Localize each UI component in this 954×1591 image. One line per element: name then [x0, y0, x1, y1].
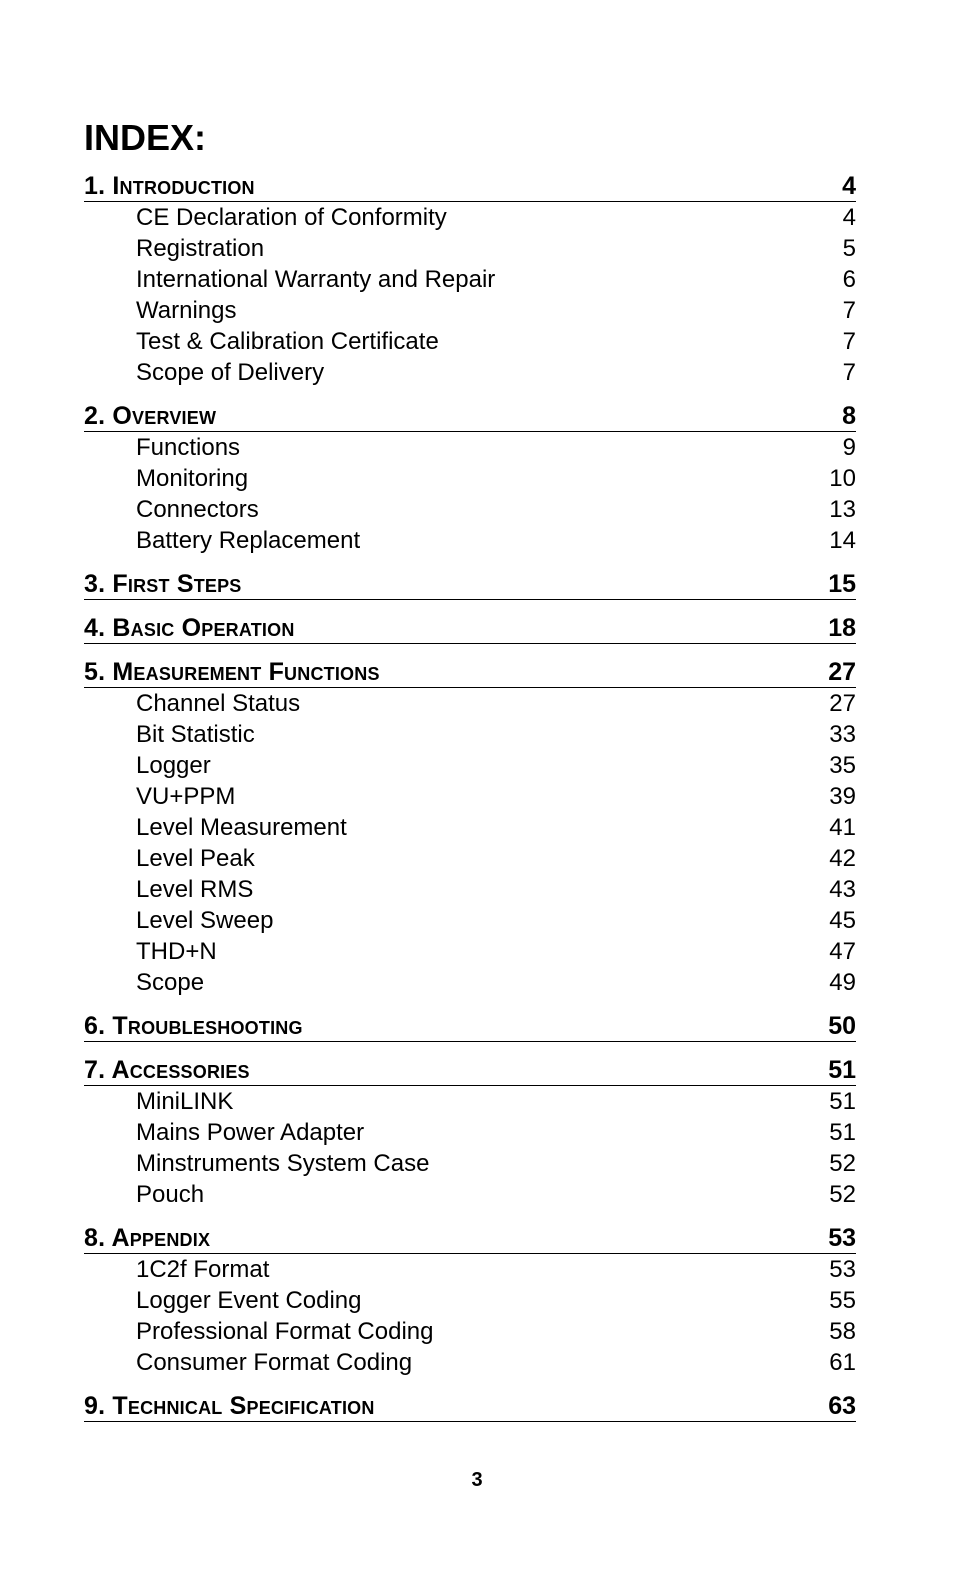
toc-entry[interactable] [84, 326, 856, 357]
section-number: 1. [84, 172, 106, 200]
entry-page-number: 51 [829, 1088, 856, 1115]
section-number: 5. [84, 658, 106, 686]
entry-page-number: 27 [829, 690, 856, 717]
table-of-contents [84, 170, 856, 1422]
section-entries [84, 432, 856, 556]
section-name: Measurement Functions [112, 658, 380, 686]
section-title [84, 172, 255, 200]
section-header[interactable] [84, 1010, 856, 1042]
toc-entry[interactable] [84, 688, 856, 719]
section-name: Troubleshooting [112, 1012, 303, 1040]
section-header[interactable] [84, 1222, 856, 1254]
page-number: 3 [471, 1469, 483, 1491]
section-number: 6. [84, 1012, 106, 1040]
entry-title: Channel Status [136, 690, 301, 717]
toc-section [84, 1010, 856, 1042]
entry-page-number: 10 [829, 465, 856, 492]
entry-title: Mains Power Adapter [136, 1119, 365, 1146]
entry-title: Functions [136, 434, 241, 461]
section-page-number: 4 [842, 172, 856, 200]
entry-title: Warnings [136, 297, 237, 324]
section-title [84, 1012, 303, 1040]
entry-page-number: 51 [829, 1119, 856, 1146]
entry-title: THD+N [136, 938, 217, 965]
toc-section [84, 170, 856, 388]
section-title [84, 402, 216, 430]
toc-entry[interactable] [84, 1179, 856, 1210]
toc-entry[interactable] [84, 874, 856, 905]
section-header[interactable] [84, 568, 856, 600]
entry-title: Minstruments System Case [136, 1150, 430, 1177]
toc-entry[interactable] [84, 432, 856, 463]
toc-entry[interactable] [84, 936, 856, 967]
entry-title: Logger Event Coding [136, 1287, 362, 1314]
entry-page-number: 13 [829, 496, 856, 523]
section-title [84, 1056, 250, 1084]
entry-title: Scope of Delivery [136, 359, 325, 386]
entry-title: Registration [136, 235, 265, 262]
section-title [84, 1224, 210, 1252]
section-title [84, 658, 380, 686]
toc-section [84, 1222, 856, 1378]
section-title [84, 1392, 375, 1420]
section-entries [84, 1086, 856, 1210]
section-header[interactable] [84, 656, 856, 688]
entry-page-number: 49 [829, 969, 856, 996]
entry-page-number: 47 [829, 938, 856, 965]
entry-title: Consumer Format Coding [136, 1349, 413, 1376]
entry-page-number: 55 [829, 1287, 856, 1314]
toc-section [84, 1390, 856, 1422]
toc-section [84, 656, 856, 998]
section-title [84, 614, 295, 642]
toc-section [84, 568, 856, 600]
entry-page-number: 9 [842, 434, 856, 461]
toc-entry[interactable] [84, 967, 856, 998]
toc-entry[interactable] [84, 1285, 856, 1316]
toc-entry[interactable] [84, 812, 856, 843]
section-page-number: 63 [828, 1392, 856, 1420]
section-header[interactable] [84, 400, 856, 432]
entry-title: 1C2f Format [136, 1256, 270, 1283]
section-name: Introduction [112, 172, 255, 200]
entry-title: VU+PPM [136, 783, 236, 810]
entry-page-number: 43 [829, 876, 856, 903]
entry-title: Monitoring [136, 465, 249, 492]
toc-section [84, 400, 856, 556]
section-number: 4. [84, 614, 106, 642]
entry-page-number: 52 [829, 1181, 856, 1208]
entry-title: Level Peak [136, 845, 255, 872]
entry-title: CE Declaration of Conformity [136, 204, 447, 231]
toc-entry[interactable] [84, 750, 856, 781]
entry-page-number: 42 [829, 845, 856, 872]
section-header[interactable] [84, 1390, 856, 1422]
section-name: Accessories [111, 1056, 250, 1084]
toc-entry[interactable] [84, 494, 856, 525]
entry-title: Professional Format Coding [136, 1318, 434, 1345]
entry-title: Level Measurement [136, 814, 347, 841]
toc-entry[interactable] [84, 1254, 856, 1285]
entry-title: Level Sweep [136, 907, 274, 934]
toc-entry[interactable] [84, 202, 856, 233]
entry-title: International Warranty and Repair [136, 266, 496, 293]
entry-page-number: 14 [829, 527, 856, 554]
section-page-number: 50 [828, 1012, 856, 1040]
entry-title: Pouch [136, 1181, 205, 1208]
entry-page-number: 7 [842, 297, 856, 324]
entry-title: Scope [136, 969, 205, 996]
toc-entry[interactable] [84, 781, 856, 812]
entry-title: MiniLINK [136, 1088, 234, 1115]
section-page-number: 27 [828, 658, 856, 686]
page-title: INDEX: [84, 117, 207, 158]
entry-page-number: 35 [829, 752, 856, 779]
toc-section [84, 612, 856, 644]
toc-entry[interactable] [84, 1117, 856, 1148]
section-name: Basic Operation [112, 614, 295, 642]
entry-title: Test & Calibration Certificate [136, 328, 439, 355]
section-title [84, 570, 242, 598]
entry-page-number: 45 [829, 907, 856, 934]
section-header[interactable] [84, 1054, 856, 1086]
entry-title: Level RMS [136, 876, 254, 903]
section-header[interactable] [84, 170, 856, 202]
entry-page-number: 41 [829, 814, 856, 841]
section-page-number: 18 [828, 614, 856, 642]
toc-entry[interactable] [84, 295, 856, 326]
section-number: 7. [84, 1056, 106, 1084]
section-name: Technical Specification [112, 1392, 375, 1420]
toc-entry[interactable] [84, 525, 856, 556]
section-number: 9. [84, 1392, 106, 1420]
entry-page-number: 4 [842, 204, 856, 231]
toc-entry[interactable] [84, 1316, 856, 1347]
section-page-number: 8 [842, 402, 856, 430]
section-entries [84, 688, 856, 998]
toc-entry[interactable] [84, 233, 856, 264]
entry-page-number: 39 [829, 783, 856, 810]
entry-title: Bit Statistic [136, 721, 255, 748]
entry-page-number: 33 [829, 721, 856, 748]
entry-page-number: 6 [842, 266, 856, 293]
section-page-number: 53 [828, 1224, 856, 1252]
entry-title: Connectors [136, 496, 259, 523]
toc-entry[interactable] [84, 264, 856, 295]
entry-page-number: 53 [829, 1256, 856, 1283]
section-header[interactable] [84, 612, 856, 644]
toc-entry[interactable] [84, 1086, 856, 1117]
section-page-number: 51 [828, 1056, 856, 1084]
section-name: First Steps [112, 570, 242, 598]
toc-entry[interactable] [84, 463, 856, 494]
toc-entry[interactable] [84, 1347, 856, 1378]
entry-title: Battery Replacement [136, 527, 361, 554]
toc-section [84, 1054, 856, 1210]
entry-title: Logger [136, 752, 211, 779]
toc-entry[interactable] [84, 905, 856, 936]
entry-page-number: 5 [842, 235, 856, 262]
index-page [84, 116, 856, 1434]
entry-page-number: 7 [842, 328, 856, 355]
section-entries [84, 202, 856, 388]
toc-entry[interactable] [84, 1148, 856, 1179]
section-number: 8. [84, 1224, 106, 1252]
toc-entry[interactable] [84, 843, 856, 874]
toc-entry[interactable] [84, 719, 856, 750]
entry-page-number: 52 [829, 1150, 856, 1177]
section-number: 3. [84, 570, 106, 598]
entry-page-number: 7 [842, 359, 856, 386]
toc-entry[interactable] [84, 357, 856, 388]
section-number: 2. [84, 402, 106, 430]
section-name: Appendix [111, 1224, 211, 1252]
section-entries [84, 1254, 856, 1378]
section-page-number: 15 [828, 570, 856, 598]
entry-page-number: 58 [829, 1318, 856, 1345]
section-name: Overview [112, 402, 217, 430]
entry-page-number: 61 [829, 1349, 856, 1376]
